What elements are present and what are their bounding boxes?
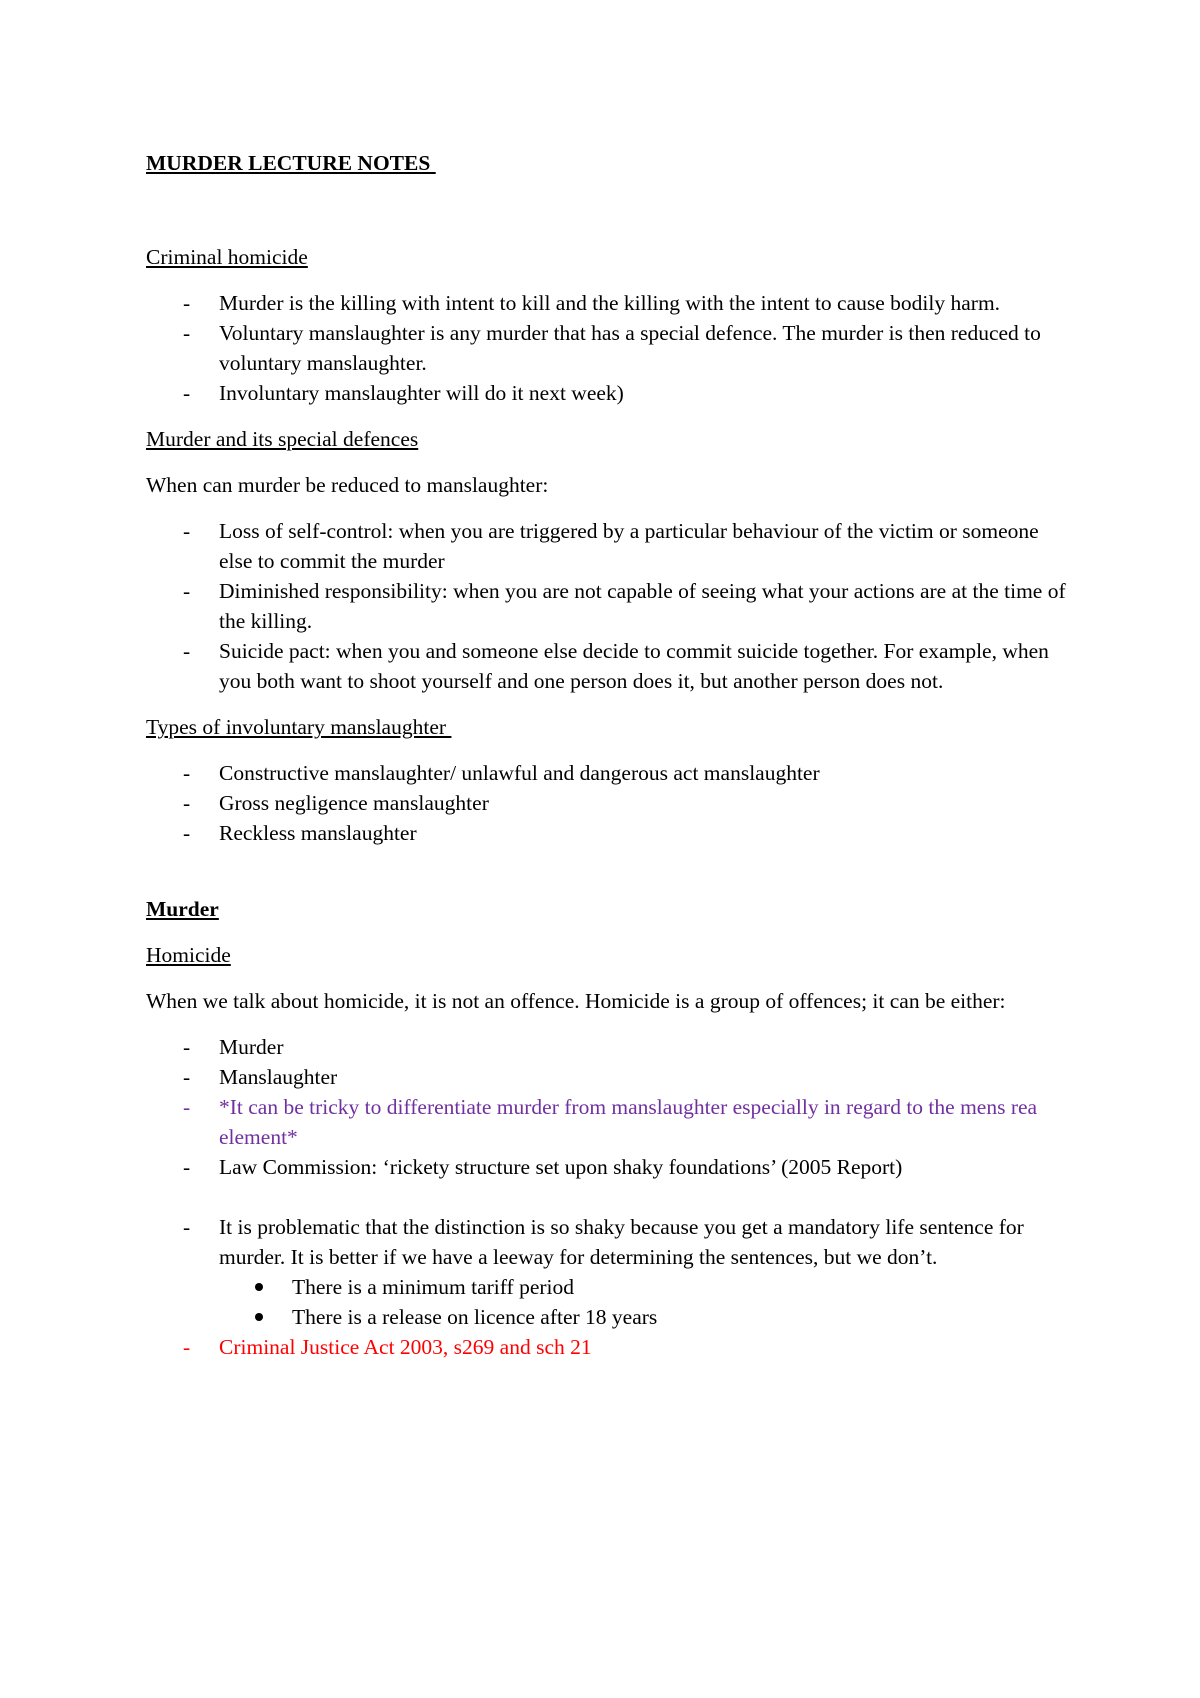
dash-marker: - (183, 579, 191, 603)
list-item: - Diminished responsibility: when you are not capable of seeing what your actions are at the time of the killing. (146, 576, 1076, 636)
sub-bullet-item: There is a minimum tariff period (219, 1272, 1076, 1302)
list-item: - Involuntary manslaughter will do it next week) (146, 378, 1076, 408)
dash-marker: - (183, 1065, 191, 1089)
involuntary-types-list (146, 758, 1076, 848)
dash-marker: - (183, 1155, 191, 1179)
bullet-icon (255, 1313, 263, 1321)
section-heading-involuntary-types: Types of involuntary manslaughter (146, 715, 452, 739)
list-item-highlight: - *It can be tricky to differentiate murder from manslaughter especially in regard to the mens rea element* (146, 1092, 1076, 1152)
list-item: - Suicide pact: when you and someone else decide to commit suicide together. For example, when you both want to shoot yourself and one person does it, but another person does not. (146, 636, 1076, 696)
dash-marker: - (183, 321, 191, 345)
list-item: - Constructive manslaughter/ unlawful and dangerous act manslaughter (146, 758, 1076, 788)
list-item: - Murder is the killing with intent to kill and the killing with the intent to cause bodily harm. (146, 288, 1076, 318)
list-item-spacer (146, 1182, 1076, 1212)
homicide-list (146, 1032, 1076, 1362)
sub-bullet-item: There is a release on licence after 18 years (219, 1302, 1076, 1332)
list-item: - Loss of self-control: when you are triggered by a particular behaviour of the victim or someone else to commit the murder (146, 516, 1076, 576)
dash-marker: - (183, 1095, 191, 1119)
criminal-homicide-list (146, 288, 1076, 408)
dash-marker: - (183, 291, 191, 315)
document-title: MURDER LECTURE NOTES (146, 151, 436, 175)
dash-marker: - (183, 791, 191, 815)
dash-marker: - (183, 1335, 191, 1359)
list-item: - It is problematic that the distinction is so shaky because you get a mandatory life sentence for murder. It is better if we have a leeway for determining the sentences, but we don’t. There is a minimum tariff period There is a release on licence after 18 years (146, 1212, 1076, 1332)
list-item: - Law Commission: ‘rickety structure set upon shaky foundations’ (2005 Report) (146, 1152, 1076, 1182)
list-item: - Reckless manslaughter (146, 818, 1076, 848)
dash-marker: - (183, 1035, 191, 1059)
document-page (146, 148, 1076, 1378)
dash-marker: - (183, 639, 191, 663)
dash-marker: - (183, 821, 191, 845)
homicide-intro: When we talk about homicide, it is not an offence. Homicide is a group of offences; it can be either: (146, 989, 1006, 1013)
section-heading-criminal-homicide: Criminal homicide (146, 245, 308, 269)
list-item: - Manslaughter (146, 1062, 1076, 1092)
subheading-homicide: Homicide (146, 943, 231, 967)
list-item-statute: - Criminal Justice Act 2003, s269 and sch 21 (146, 1332, 1076, 1362)
section-heading-special-defences: Murder and its special defences (146, 427, 419, 451)
dash-marker: - (183, 381, 191, 405)
section-heading-murder: Murder (146, 897, 219, 921)
list-item: - Voluntary manslaughter is any murder that has a special defence. The murder is then reduced to voluntary manslaughter. (146, 318, 1076, 378)
dash-marker: - (183, 519, 191, 543)
list-item: - Gross negligence manslaughter (146, 788, 1076, 818)
dash-marker: - (183, 761, 191, 785)
sub-bullet-list (146, 1272, 1076, 1332)
special-defences-intro: When can murder be reduced to manslaughter: (146, 473, 549, 497)
dash-marker: - (183, 1215, 191, 1239)
bullet-icon (255, 1283, 263, 1291)
list-item: - Murder (146, 1032, 1076, 1062)
special-defences-list (146, 516, 1076, 696)
